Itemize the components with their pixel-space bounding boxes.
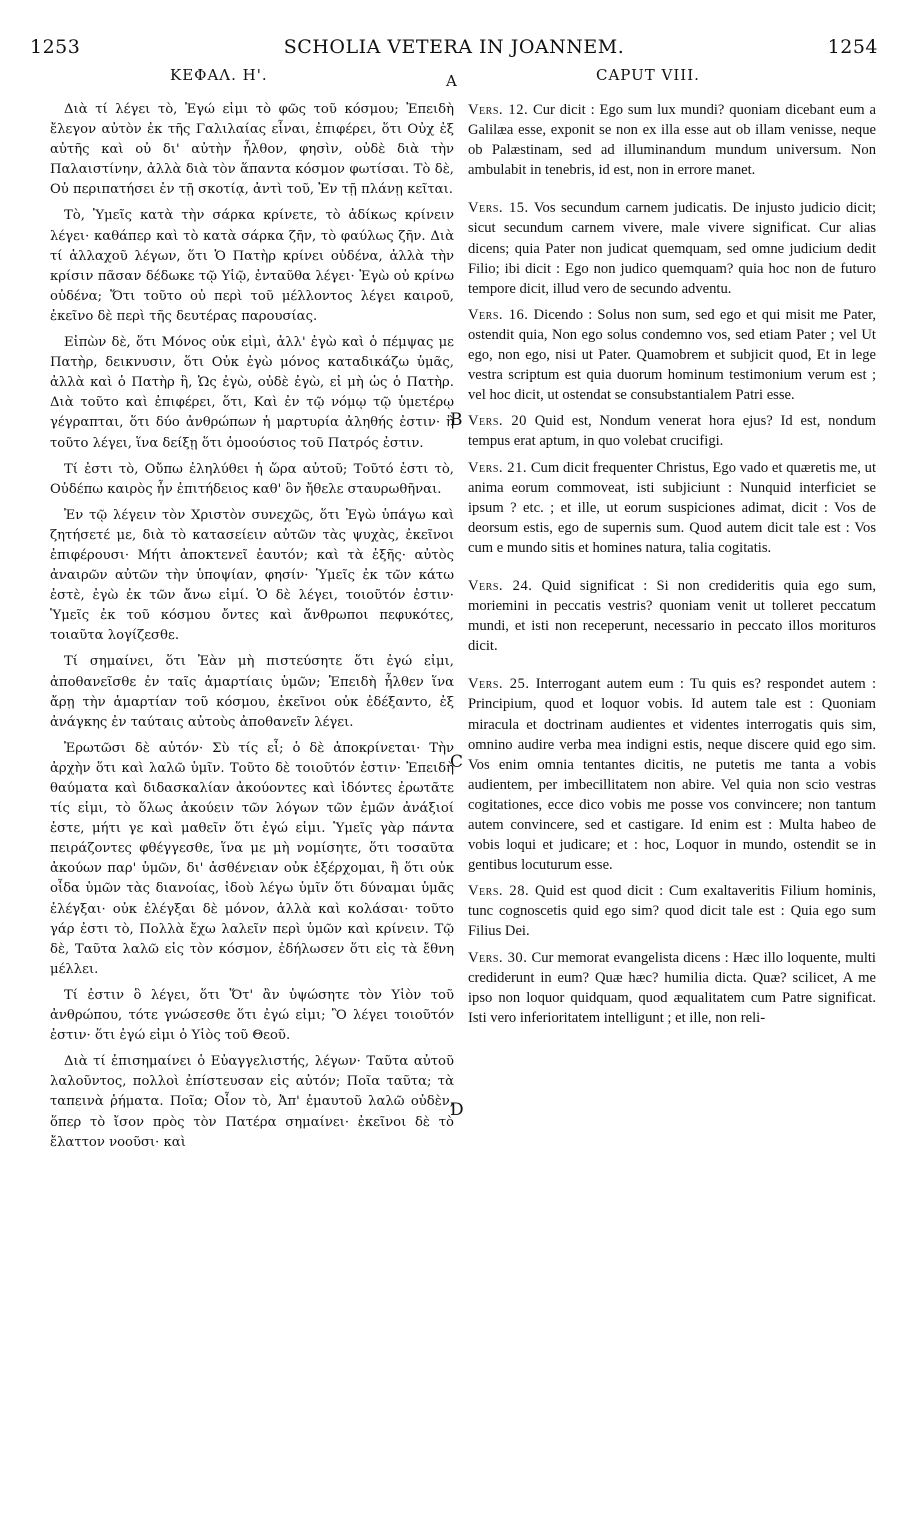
verse-label: Vers. 16. [468,306,529,323]
margin-letter-a: A [446,72,458,90]
verse-text: Quid significat : Si non credideritis quia ego sum, moriemini in peccatis vestris? quoniam venit ut tolleret peccatum mundi, et isti non receperunt, necessario in peccato illos morituros dicit. [468,577,876,655]
greek-paragraph: Διὰ τί λέγει τὸ, Ἐγώ εἰμι τὸ φῶς τοῦ κόσμου; Ἐπειδὴ ἔλεγον αὐτὸν ἐκ τῆς Γαλιλαίας εἶναι, ἐπιφέρει, ὅτι Οὐχ ἐξ αὐτῆς καὶ οὐ δι' αὐτὴν ἦλθον, φησὶν, οὐδὲ διὰ τὴν Παλαιστίνην, ἀλλὰ διὰ τὸν ἅπαντα κόσμον φωτίσαι. Τὸ δὲ, Οὐ περιπατήσει ἐν τῇ σκοτίᾳ, ἀντὶ τοῦ, Ἐν τῇ πλάνῃ κεῖται. [50,102,454,198]
greek-paragraph: Τί ἐστι τὸ, Οὔπω ἐληλύθει ἡ ὥρα αὐτοῦ; Τοῦτό ἐστι τὸ, Οὐδέπω καιρὸς ἦν ἐπιτήδειος καθ' ὃν ἤθελε σταυρωθῆναι. [50,461,454,497]
page-number-left: 1253 [30,36,81,58]
latin-paragraph [468,948,876,1028]
greek-chapter-heading: ΚΕΦΑΛ. Η'. [170,66,268,84]
verse-label: Vers. 30. [468,949,528,966]
greek-paragraph: Τὸ, Ὑμεῖς κατὰ τὴν σάρκα κρίνετε, τὸ ἀδίκως κρίνειν λέγει· καθάπερ καὶ τὸ κατὰ σάρκα ζῆν, τὸ φαύλως ζῆν. Διὰ τί ἀλλαχοῦ λέγων, ὅτι Ὁ Πατὴρ κρίνει οὐδένα, ἀλλὰ τὴν κρίσιν πᾶσαν δέδωκε τῷ Υἱῷ, ἐνταῦθα λέγει· Ἐγὼ οὐ κρίνω οὐδένα; Ὅτι τοῦτο οὐ περὶ τοῦ μέλλοντος λέγει καιροῦ, ἐκεῖνο δὲ περὶ τῆς δευτέρας παρουσίας. [50,208,454,324]
verse-text: Dicendo : Solus non sum, sed ego et qui misit me Pater, ostendit quia, Non ego solus condemno vos, sed etiam Pater ; vel Ut ego, non ego, nisi ut Pater. Quamobrem et subjicit quod, Et in lege vestra scriptum est quia duorum hominum testimonium verum est ; vel hoc dicit, ut ostendat se consubstantialem Patri esse. [468,306,876,404]
latin-paragraph [468,881,876,941]
verse-label: Vers. 12. [468,102,529,118]
verse-text: Cur dicit : Ego sum lux mundi? quoniam dicebant eum a Galilæa esse, exponit se non ex illa esse aut ob illam venisse, neque ob Palæstinam, sed ad illuminandum mundum universum. Non ambulabit in tenebris, id est, non in errore manet. [468,102,877,179]
verse-label: Vers. 20 [468,413,527,430]
latin-paragraph [468,576,876,656]
verse-text: Cur memorat evangelista dicens : Hæc illo loquente, multi crediderunt in eum? Quæ hæc? humilia dicta. Quæ? scilicet, A me ipso non loquor quidquam, quod æqualitatem cum Patre significat. Isti vero inferioritatem intelligunt ; et ille, non reli- [468,949,876,1026]
latin-paragraph [468,305,876,405]
verse-label: Vers. 25. [468,676,530,693]
greek-paragraph: Διὰ τί ἐπισημαίνει ὁ Εὐαγγελιστής, λέγων· Ταῦτα αὐτοῦ λαλοῦντος, πολλοὶ ἐπίστευσαν εἰς αὐτόν; Ποῖα ταῦτα; τὰ ταπεινὰ ῥήματα. Ποῖα; Οἷον τὸ, Ἀπ' ἐμαυτοῦ λαλῶ οὐδὲν, ὅπερ τὸ ἴσον πρὸς τὸν Πατέρα σημαίνει· ἐκεῖνοι δὲ τὸ ἔλαττον νοοῦσι· καὶ [50,1054,454,1150]
margin-letter-c: C [450,752,464,772]
verse-text: Interrogant autem eum : Tu quis es? respondet autem : Principium, quod et loquor vobis. Id autem tale est : Quoniam miracula et doctrinam audientes et videntes interrogatis quis sim, omnino audire verba mea indigni estis, neque discere quid ego sim. Vos enim omnia tentantes dicitis, ne putetis me tanta a vobis audientem, per imbecillitatem non abire. Vel quia non scio vestras cogitationes, ecce dico vobis me posse vos convincere; non tantum autem convincere, sed et castigare. Id enim est : Multa habeo de vobis loqui et judicare; et : hoc, Loquor in mundo, ostendit se in gentibus locuturum esse. [468,676,876,874]
greek-paragraph: Ἐν τῷ λέγειν τὸν Χριστὸν συνεχῶς, ὅτι Ἐγὼ ὑπάγω καὶ ζητήσετέ με, διὰ τὸ κατασείειν αὐτῶν τὰς ψυχὰς, ἐκεῖνοι ἐπιφέρουσι· Μήτι ἀποκτενεῖ ἑαυτόν; καὶ τὰ ἑξῆς· αὐτὸς ἀναιρῶν αὐτῶν τὴν ὑποψίαν, φησίν· Ὑμεῖς ἐκ τῶν κάτω ἐστὲ, ἐγὼ ἐκ τῶν ἄνω εἰμί. Ὁ δὲ λέγει, τοιοῦτόν ἐστιν· Ὑμεῖς ἐκ τοῦ κόσμου ὄντες καὶ ἄνθρωποι πεφυκότες, τοιαῦτα λογίζεσθε. [50,507,454,644]
latin-column [468,100,876,1034]
verse-text: Vos secundum carnem judicatis. De injusto judicio dicit; sicut secundum carnem vivere, male vivere significat. Cur alias dicens; quia Pater non judicat quemquam, sed omne judicium dedit Filio; ibi dicit : Ego non judico quemquam? quia hoc non de futuro tempore dicit, illud vero de secundo adventu. [468,200,876,297]
verse-label: Vers. 21. [468,459,528,476]
margin-letter-d: D [450,1100,464,1120]
latin-paragraph [468,674,876,875]
latin-paragraph [468,458,876,558]
greek-paragraph: Εἰπὼν δὲ, ὅτι Μόνος οὐκ εἰμὶ, ἀλλ' ἐγὼ καὶ ὁ πέμψας με Πατὴρ, δεικνυσιν, ὅτι Οὐκ ἐγὼ μόνος καταδικάζω ὑμᾶς, ἀλλὰ καὶ ὁ Πατὴρ ἢ, Ὡς ἐγὼ, οὐδὲ ἐγὼ, εἰ μὴ ὡς ὁ Πατὴρ. Διὰ τοῦτο καὶ ἐπιφέρει, ὅτι, Καὶ ἐν τῷ νόμῳ τῷ ὑμετέρῳ γέγραπται, ὅτι δύο ἀνθρώπων ἡ μαρτυρία ἀληθής ἐστιν· ἢ τοῦτο λέγει, ἵνα δείξῃ ὅτι ὁμοούσιος τοῦ Πατρός ἐστιν. [50,335,454,451]
latin-paragraph [468,100,876,180]
greek-paragraph: Ἐρωτῶσι δὲ αὐτόν· Σὺ τίς εἶ; ὁ δὲ ἀποκρίνεται· Τὴν ἀρχὴν ὅτι καὶ λαλῶ ὑμῖν. Τοῦτο δὲ τοιοῦτόν ἐστιν· Ἐπειδὴ θαύματα καὶ διδασκαλίαν ἀκούοντες καὶ ἰδόντες ἐρωτᾶτε τίς εἰμι, τὸ ὅλως ἀκούειν τῶν λόγων τῶν ἐμῶν ἀνάξιοί ἐστε, μήτι γε καὶ μαθεῖν ὅτι ἐγώ εἰμι. Ὑμεῖς γὰρ πάντα πειράζοντες φθέγγεσθε, ἵνα με μὴ νομίσητε, ὅτι τοσαῦτα ἀκούων παρ' ὑμῶν, δι' ἀσθένειαν οὐκ ἐξέρχομαι, ἢ ὅτι οὐκ οἶδα ὑμῶν τὰς διανοίας, ἰδοὺ λέγω ὑμῖν ὅτι δύναμαι ὑμᾶς ἐλέγξαι· οὐκ ἐλέγξαι δὲ μόνον, ἀλλὰ καὶ κολάσαι· τοῦτο γάρ ἐστι τὸ, Πολλὰ ἔχω λαλεῖν περὶ ὑμῶν καὶ κρίνειν. Τῷ δὲ, Ταῦτα λαλῶ εἰς τὸν κόσμον, ἐδήλωσεν ὅτι εἰς τὰ ἔθνη μέλλει. [50,740,454,977]
verse-label: Vers. 15. [468,200,529,217]
greek-paragraph: Τί ἐστιν ὃ λέγει, ὅτι Ὅτ' ἂν ὑψώσητε τὸν Υἱὸν τοῦ ἀνθρώπου, τότε γνώσεσθε ὅτι ἐγώ εἰμι; Ὃ λέγει τοιοῦτόν ἐστιν· ὅτι ἐγώ εἰμι ὁ Υἱὸς τοῦ Θεοῦ. [50,987,454,1044]
greek-paragraph: Τί σημαίνει, ὅτι Ἐὰν μὴ πιστεύσητε ὅτι ἐγώ εἰμι, ἀποθανεῖσθε ἐν ταῖς ἁμαρτίαις ὑμῶν; Ἐπειδὴ ἦλθεν ἵνα ἄρῃ τὴν ἁμαρτίαν τοῦ κόσμου, ἐκεῖνοι οὐκ ἐδέξαντο, ἐξ ἀνάγκης ἐν ταύταις αὐτοὺς ἀποθανεῖν λέγει. [50,654,454,730]
verse-text: Quid est quod dicit : Cum exaltaveritis Filium hominis, tunc cognoscetis quid ego sim? quod dicit tale est : Quia ego sum Filius Dei. [468,883,876,940]
verse-label: Vers. 28. [468,883,530,900]
verse-label: Vers. 24. [468,577,533,594]
margin-letter-b: B [450,410,463,430]
latin-paragraph [468,411,876,451]
latin-paragraph [468,198,876,298]
latin-chapter-heading: CAPUT VIII. [596,66,700,84]
verse-text: Quid est, Nondum venerat hora ejus? Id est, nondum tempus erat aptum, in quo volebat crucifigi. [468,413,876,450]
page-number-right: 1254 [827,36,878,58]
running-title: SCHOLIA VETERA IN JOANNEM. [283,36,625,58]
verse-text: Cum dicit frequenter Christus, Ego vado et quæretis me, ut anima eorum commoveat, isti subjiciunt : Nunquid interficiet se ipsum ? etc. ; et ille, ut eorum suspiciones adimat, dicit : Vos de deorsum estis, ego de supernis sum. Quod autem dicit tale est : Vos cum e mundo sitis et homines natura, talia cogitatis. [468,459,877,556]
greek-column [50,100,454,1159]
